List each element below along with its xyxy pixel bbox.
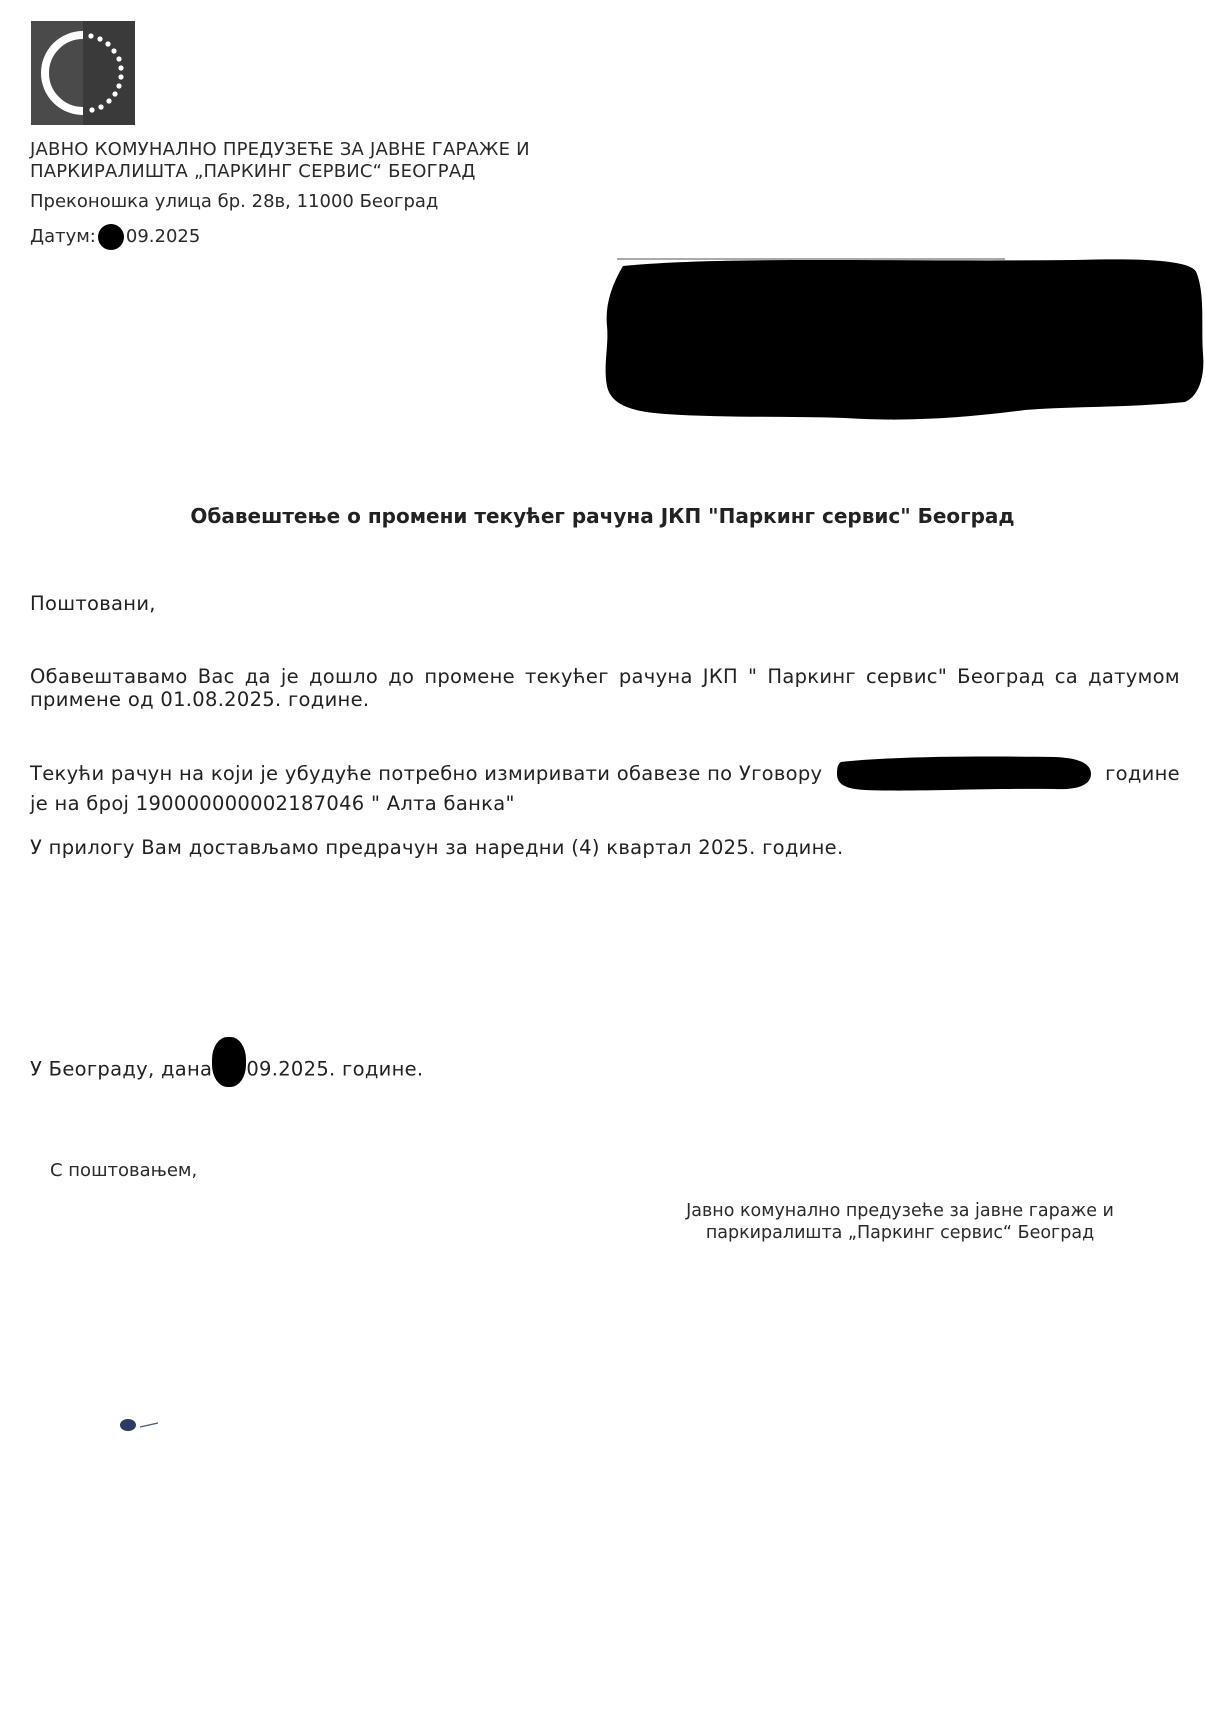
paragraph-line: примене од 01.08.2025. године. <box>30 688 370 711</box>
company-logo <box>31 21 135 125</box>
redaction-mark <box>212 1037 246 1087</box>
paragraph-line: Текући рачун на који је убудуће потребно измиривати обавезе по Уговору године <box>30 762 1180 792</box>
paragraph-line: је на број 190000000002187046 " Алта банка" <box>30 792 515 815</box>
contract-number-redaction <box>835 754 1093 792</box>
paragraph-line: Обавештавамо Вас да је дошло до промене текућег рачуна ЈКП " Паркинг сервис" Београд са датумом <box>30 665 1180 688</box>
paragraph-account-change <box>30 665 1180 711</box>
date-value: 09.2025 <box>125 226 201 247</box>
redaction-mark <box>98 224 124 250</box>
closing-greeting: С поштовањем, <box>50 1160 198 1181</box>
signature-line-1: Јавно комунално предузеће за јавне гараже и <box>686 1201 1114 1221</box>
signature-block <box>640 1200 1160 1244</box>
org-name-line-2: ПАРКИРАЛИШТА „ПАРКИНГ СЕРВИС“ БЕОГРАД <box>30 161 476 182</box>
document-date <box>30 224 200 250</box>
org-address: Преконошка улица бр. 28в, 11000 Београд <box>30 191 439 212</box>
paragraph-account-number <box>30 762 1180 815</box>
recipient-redaction <box>605 256 1205 421</box>
ink-mark <box>118 1415 168 1435</box>
signature-line-2: паркиралишта „Паркинг сервис“ Београд <box>705 1223 1095 1243</box>
paragraph-attachment: У прилогу Вам достављамо предрачун за наредни (4) квартал 2025. године. <box>30 836 844 859</box>
place-and-date: У Београду, дана 09.2025. године. <box>30 1053 1180 1087</box>
org-name-line-1: ЈАВНО КОМУНАЛНО ПРЕДУЗЕЋЕ ЗА ЈАВНЕ ГАРАЖЕ И <box>30 139 530 160</box>
date-label: Датум: <box>30 226 96 247</box>
document-title: Обавештење о промени текућег рачуна ЈКП "Паркинг сервис" Београд <box>190 504 1015 528</box>
salutation: Поштовани, <box>30 592 156 615</box>
